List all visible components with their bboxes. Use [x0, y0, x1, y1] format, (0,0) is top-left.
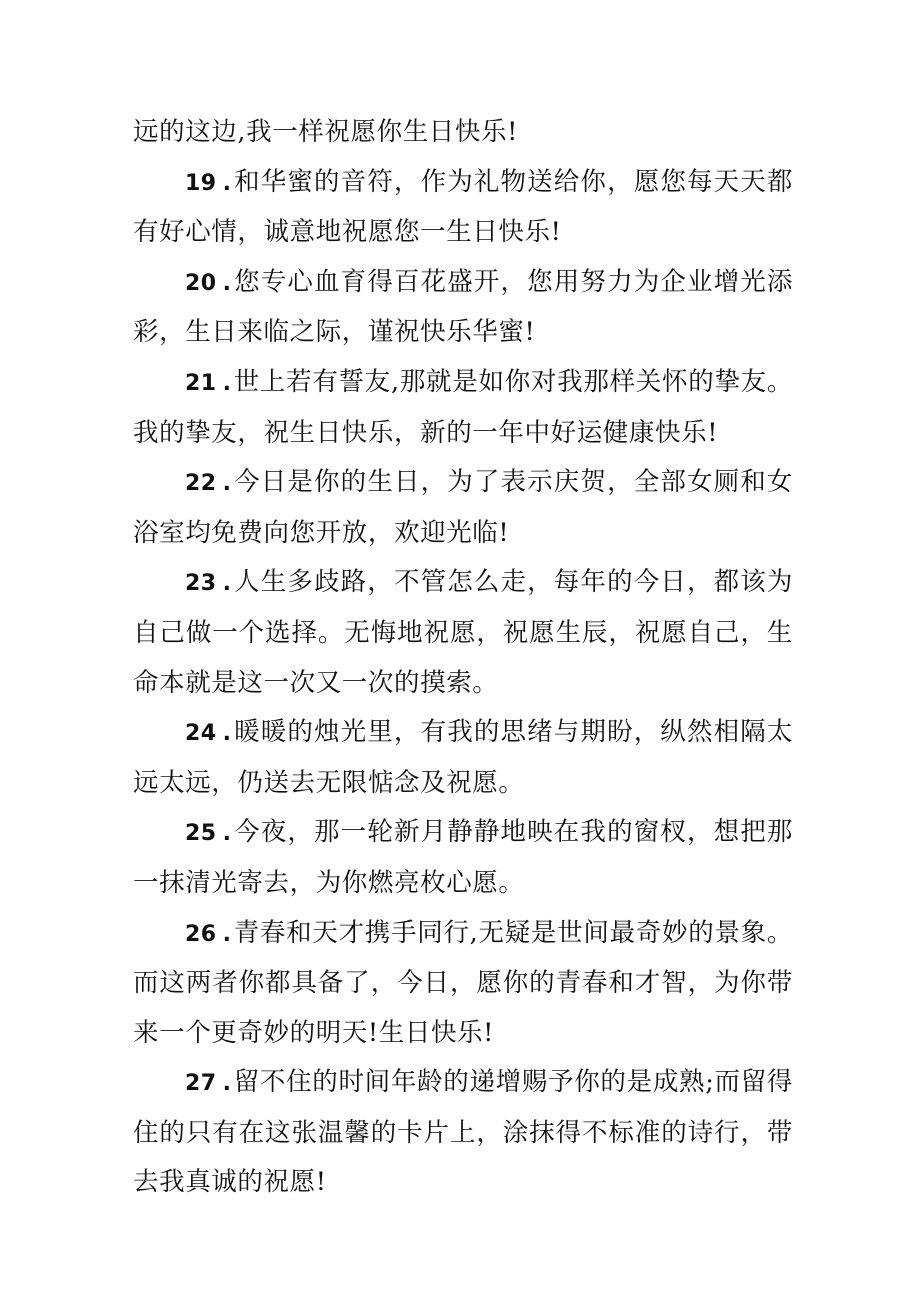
item-text: 留不住的时间年龄的递增赐予你的是成熟;而留得住的只有在这张温馨的卡片上，涂抹得不标准的诗行，带去我真诚的祝愿! [133, 1067, 793, 1198]
item-separator: . [222, 921, 232, 947]
list-item [133, 808, 793, 908]
item-separator: . [222, 821, 232, 847]
list-item [133, 558, 793, 708]
item-separator: . [222, 170, 232, 196]
item-text: 今日是你的生日，为了表示庆贺，全部女厕和女浴室均免费向您开放，欢迎光临! [133, 467, 793, 548]
item-text: 您专心血育得百花盛开，您用努力为企业增光添彩，生日来临之际，谨祝快乐华蜜! [133, 266, 793, 348]
item-number: 27 [185, 1071, 217, 1097]
item-text: 青春和天才携手同行,无疑是世间最奇妙的景象。而这两者你都具备了，今日，愿你的青春和才智，为你带来一个更奇妙的明天!生日快乐! [133, 917, 793, 1048]
item-number: 25 [185, 821, 217, 847]
continuation-paragraph: 远的这边,我一样祝愿你生日快乐! [133, 117, 518, 147]
item-number: 19 [185, 170, 217, 196]
item-text: 人生多歧路，不管怎么走，每年的今日，都该为自己做一个选择。无悔地祝愿，祝愿生辰，祝愿自己，生命本就是这一次又一次的摸索。 [133, 567, 793, 698]
item-number: 20 [185, 270, 217, 296]
item-separator: . [222, 571, 232, 597]
list-item [133, 1058, 793, 1208]
list-item [133, 458, 793, 558]
list-item [133, 708, 793, 808]
item-text: 和华蜜的音符，作为礼物送给你，愿您每天天都有好心情，诚意地祝愿您一生日快乐! [133, 166, 793, 248]
item-number: 26 [185, 921, 217, 947]
item-separator: . [222, 1071, 232, 1097]
document-body [133, 108, 793, 1208]
list-item [133, 358, 793, 458]
item-number: 21 [185, 370, 217, 396]
list-item [133, 158, 793, 258]
item-separator: . [222, 370, 232, 396]
list-item [133, 258, 793, 358]
item-text: 今夜，那一轮新月静静地映在我的窗杈，想把那一抹清光寄去，为你燃亮枚心愿。 [133, 817, 793, 898]
item-number: 23 [185, 571, 217, 597]
item-text: 暖暖的烛光里，有我的思绪与期盼，纵然相隔太远太远，仍送去无限惦念及祝愿。 [133, 717, 793, 798]
item-text: 世上若有誓友,那就是如你对我那样关怀的挚友。我的挚友，祝生日快乐，新的一年中好运健康快乐! [133, 366, 793, 448]
item-number: 24 [185, 721, 217, 747]
item-separator: . [222, 721, 232, 747]
item-number: 22 [185, 471, 217, 497]
item-separator: . [222, 270, 232, 296]
list-item [133, 909, 793, 1059]
item-separator: . [222, 471, 232, 497]
